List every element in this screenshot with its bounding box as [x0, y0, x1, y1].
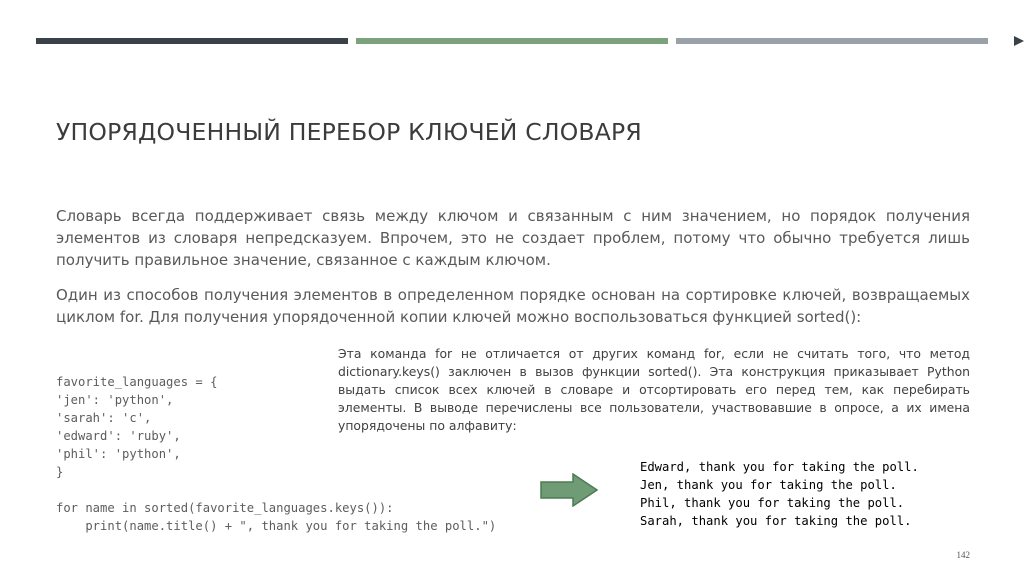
corner-triangle-icon	[1014, 36, 1024, 46]
code-line: favorite_languages = {	[56, 375, 218, 389]
header-bar-green	[356, 38, 668, 44]
header-bar-gray	[676, 38, 988, 44]
code-line: 'edward': 'ruby',	[56, 429, 181, 443]
explanation-note: Эта команда for не отличается от других команд for, если не считать того, что метод dictionary.keys() заключен в вызов функции sorted(). Эта конструкция приказывает Python выдать список всех ключей в словаре и отсортировать его перед тем, как перебирать элементы. В выводе перечислены все пользователи, участвовавшие в опросе, а их имена упорядочены по алфавиту:	[338, 346, 970, 433]
paragraph-1: Словарь всегда поддерживает связь между ключом и связанным с ним значением, но порядок получения элементов из словаря непредсказуем. Впрочем, это не создает проблем, потому что обычно требуется лишь получить правильное значение, связанное с каждым ключом.	[56, 207, 970, 269]
slide-title: УПОРЯДОЧЕННЫЙ ПЕРЕБОР КЛЮЧЕЙ СЛОВАРЯ	[56, 118, 642, 146]
program-output	[640, 458, 919, 530]
code-line: for name in sorted(favorite_languages.keys()):	[56, 501, 394, 515]
page-number: 142	[956, 550, 970, 560]
header-bar-dark	[36, 38, 348, 44]
output-line: Phil, thank you for taking the poll.	[640, 496, 905, 510]
code-line: print(name.title() + ", thank you for taking the poll.")	[56, 519, 497, 533]
code-line: 'phil': 'python',	[56, 447, 181, 461]
code-line: }	[56, 465, 64, 479]
paragraph-2: Один из способов получения элементов в определенном порядке основан на сортировке ключей, возвращаемых циклом for. Для получения упорядоченной копии ключей можно воспользоваться функцией sorted():	[56, 286, 970, 326]
code-line	[56, 481, 496, 499]
code-line: 'jen': 'python',	[56, 393, 174, 407]
output-line: Edward, thank you for taking the poll.	[640, 460, 919, 474]
code-line: 'sarah': 'c',	[56, 411, 152, 425]
right-arrow-icon	[540, 473, 598, 507]
output-line: Jen, thank you for taking the poll.	[640, 478, 897, 492]
output-line: Sarah, thank you for taking the poll.	[640, 514, 912, 528]
